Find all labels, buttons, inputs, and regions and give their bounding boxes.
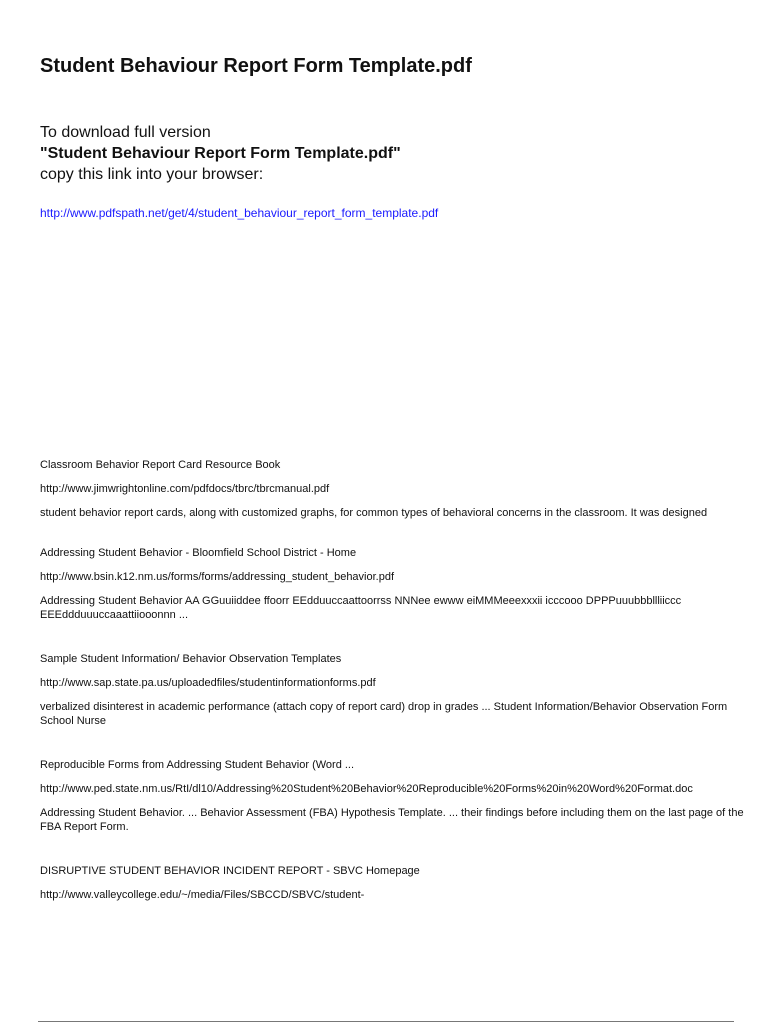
result-title: Classroom Behavior Report Card Resource Book — [40, 459, 281, 471]
result-title: Sample Student Information/ Behavior Observation Templates — [40, 653, 342, 665]
result-snippet: verbalized disinterest in academic performance (attach copy of report card) drop in grades ... Student Information/Behavior Observation Form School Nurse — [40, 701, 728, 727]
list-item — [40, 458, 755, 520]
list-item — [40, 864, 755, 902]
download-instructions — [40, 122, 401, 185]
list-item — [40, 546, 755, 622]
download-filename: "Student Behaviour Report Form Template.pdf" — [40, 145, 401, 162]
document-title: Student Behaviour Report Form Template.pdf — [40, 55, 472, 77]
result-url: http://www.sap.state.pa.us/uploadedfiles/studentinformationforms.pdf — [40, 677, 376, 689]
download-link[interactable]: http://www.pdfspath.net/get/4/student_behaviour_report_form_template.pdf — [40, 206, 439, 220]
result-snippet: Addressing Student Behavior. ... Behavior Assessment (FBA) Hypothesis Template. ... their findings before including them on the last page of the FBA Report Form. — [40, 807, 744, 833]
result-snippet: student behavior report cards, along with customized graphs, for common types of behavioral concerns in the classroom. It was designed — [40, 507, 708, 519]
list-item — [40, 652, 755, 728]
result-title: Addressing Student Behavior - Bloomfield School District - Home — [40, 547, 357, 559]
result-title: DISRUPTIVE STUDENT BEHAVIOR INCIDENT REPORT - SBVC Homepage — [40, 865, 420, 877]
result-url: http://www.jimwrightonline.com/pdfdocs/tbrc/tbrcmanual.pdf — [40, 483, 330, 495]
result-url: http://www.valleycollege.edu/~/media/Files/SBCCD/SBVC/student- — [40, 889, 365, 901]
footer-divider — [38, 1021, 734, 1022]
result-title: Reproducible Forms from Addressing Student Behavior (Word ... — [40, 759, 355, 771]
results-list — [40, 458, 755, 926]
result-url: http://www.bsin.k12.nm.us/forms/forms/addressing_student_behavior.pdf — [40, 571, 395, 583]
download-line-3: copy this link into your browser: — [40, 166, 264, 183]
download-line-1: To download full version — [40, 124, 211, 141]
result-url: http://www.ped.state.nm.us/RtI/dl10/Addressing%20Student%20Behavior%20Reproducible%20Forms%20in%20Word%20Format.doc — [40, 783, 693, 795]
list-item — [40, 758, 755, 834]
result-snippet: Addressing Student Behavior AA GGuuiiddee ffoorr EEdduuccaattoorrss NNNee ewww eiMMMeeexxxii icccooo DPPPuuubbbllliiccc EEEddduuuccaaattiiooonnn ... — [40, 595, 682, 621]
